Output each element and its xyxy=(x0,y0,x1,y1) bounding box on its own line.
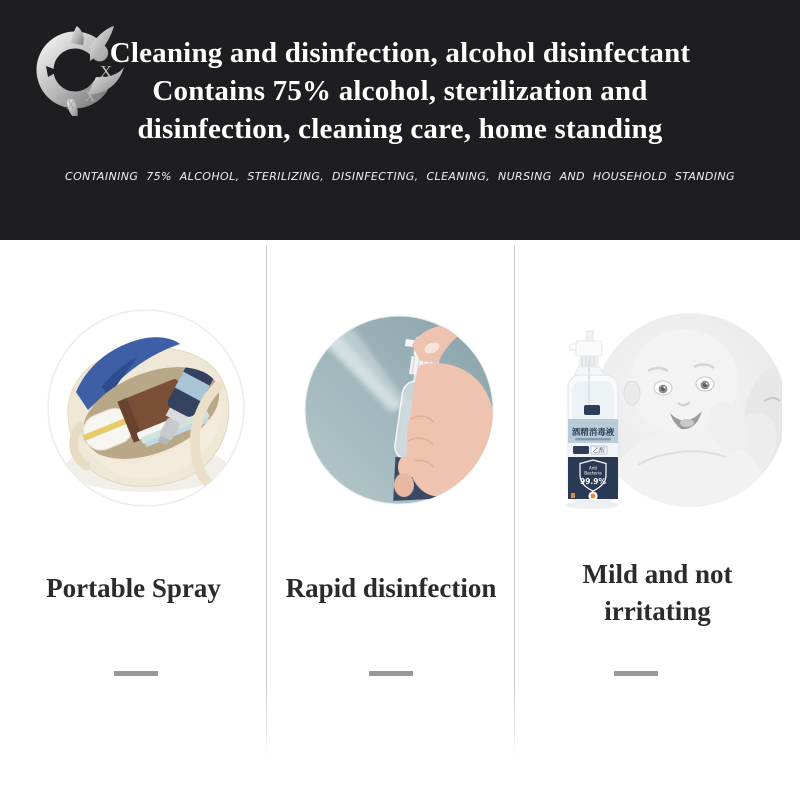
logo-letter-x1: X xyxy=(99,62,113,81)
shield-text-1: Anti xyxy=(588,465,598,471)
feature-caption-portable-spray: Portable Spray xyxy=(46,573,221,603)
caption-underline-dash-1 xyxy=(114,671,158,676)
feature-photo-spray-hand xyxy=(304,315,494,505)
feature-caption-mild-text: Mild and not irritating xyxy=(582,559,733,626)
feature-caption-rapid-disinfection: Rapid disinfection xyxy=(285,573,497,603)
features-section xyxy=(0,240,800,800)
hero-subtitle: CONTAINING 75% ALCOHOL, STERILIZING, DISINFECTING, CLEANING, NURSING AND HOUSEHOLD STANDING xyxy=(65,170,735,183)
feature-caption-mild xyxy=(515,556,800,630)
caption-underline-dash-2 xyxy=(369,671,413,676)
hero-title-line-2: Contains 75% alcohol, sterilization and xyxy=(152,75,648,107)
shield-text-2: Bacteria xyxy=(584,470,602,476)
bottle-pump xyxy=(576,341,602,356)
label-chip-ethanol: 乙醇 xyxy=(592,447,606,455)
label-name-cn: 酒精消毒液 xyxy=(571,428,615,438)
caption-underline-dash-3 xyxy=(614,671,658,676)
feature-photo-baby xyxy=(542,305,782,515)
logo-letter-x3: X xyxy=(66,97,76,112)
hero-title-line-1: Cleaning and disinfection, alcohol disinfectant xyxy=(109,37,691,69)
column-divider-left xyxy=(266,246,267,759)
feature-photo-tote-bag xyxy=(46,308,246,508)
flame-badge-icon xyxy=(591,494,596,499)
hero-title-line-3: disinfection, cleaning care, home standing xyxy=(137,113,663,145)
column-divider-right xyxy=(514,246,515,759)
hero-title xyxy=(0,34,800,148)
logo-letter-x2: X xyxy=(84,89,96,105)
hero-header xyxy=(0,0,800,240)
shield-value: 99.9% xyxy=(579,477,607,486)
